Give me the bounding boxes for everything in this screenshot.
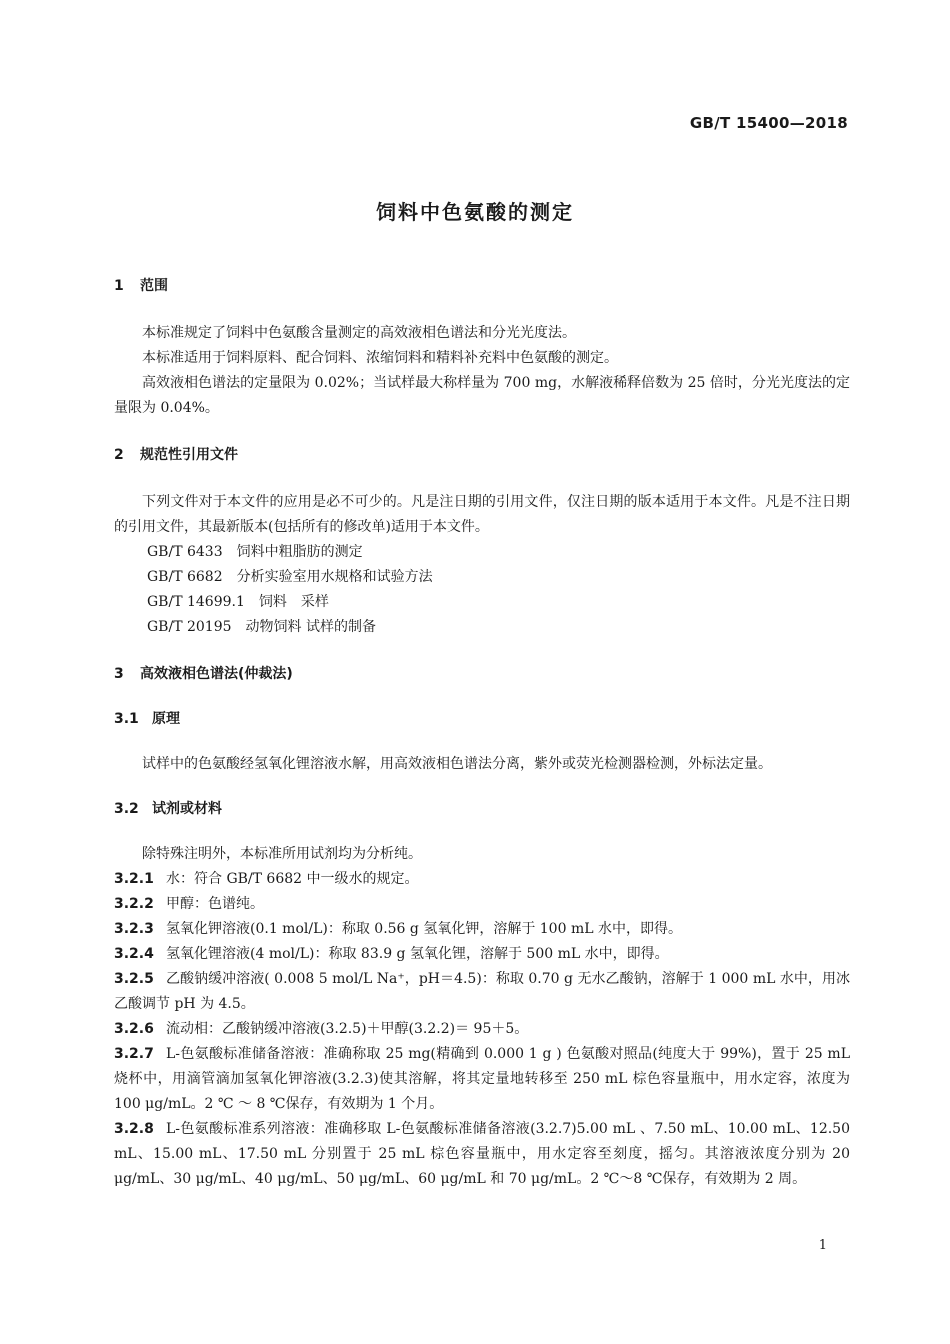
item-number: 3.2.6 [114, 1021, 154, 1037]
section-2-heading [114, 443, 850, 468]
reagent-item [114, 1117, 850, 1192]
subsection-3-1-heading [114, 707, 850, 732]
item-number: 3.2.7 [114, 1046, 154, 1062]
document-title: 饲料中色氨酸的测定 [376, 200, 574, 224]
principle-paragraph: 试样中的色氨酸经氢氧化锂溶液水解，用高效液相色谱法分离，紫外或荧光检测器检测，外标法定量。 [142, 756, 772, 772]
reference-item: GB/T 6682 分析实验室用水规格和试验方法 [147, 569, 433, 585]
item-text: L-色氨酸标准系列溶液：准确移取 L-色氨酸标准储备溶液(3.2.7)5.00 mL 、7.50 mL、10.00 mL、12.50 mL、15.00 mL、17.50 mL 分别置于 25 mL 棕色容量瓶中，用水定容至刻度，摇匀。其溶液浓度分别为 20 μg/mL、30 μg/mL、40 μg/mL、50 μg/mL、60 μg/mL 和 70 μg/mL。2 ℃～8 ℃保存，有效期为 2 周。 [114, 1121, 850, 1187]
reference-item: GB/T 6433 饲料中粗脂肪的测定 [147, 544, 363, 560]
scope-paragraph: 高效液相色谱法的定量限为 0.02%；当试样最大称样量为 700 mg，水解液稀释倍数为 25 倍时，分光光度法的定量限为 0.04%。 [114, 375, 850, 416]
section-number: 1 [114, 278, 124, 294]
item-text: 氢氧化锂溶液(4 mol/L)：称取 83.9 g 氢氧化锂，溶解于 500 mL 水中，即得。 [166, 946, 669, 962]
reagent-item [114, 1017, 850, 1042]
item-number: 3.2.4 [114, 946, 154, 962]
section-3-heading [114, 662, 850, 687]
item-number: 3.2.8 [114, 1121, 154, 1137]
item-text: 乙酸钠缓冲溶液( 0.008 5 mol/L Na⁺，pH＝4.5)：称取 0.70 g 无水乙酸钠，溶解于 1 000 mL 水中，用冰乙酸调节 pH 为 4.5。 [114, 971, 850, 1012]
subsection-3-2-heading [114, 797, 850, 822]
item-text: L-色氨酸标准储备溶液：准确称取 25 mg(精确到 0.000 1 g ) 色氨酸对照品(纯度大于 99%)，置于 25 mL 烧杯中，用滴管滴加氢氧化钾溶液(3.2.3)使其溶解，将其定量地转移至 250 mL 棕色容量瓶中，用水定容，浓度为 100 μg/mL。2 ℃ ～ 8 ℃保存，有效期为 1 个月。 [114, 1046, 850, 1112]
section-title: 高效液相色谱法(仲裁法) [140, 666, 293, 682]
reagent-item [114, 967, 850, 1017]
document-body [114, 274, 850, 1192]
scope-paragraph: 本标准适用于饲料原料、配合饲料、浓缩饲料和精料补充料中色氨酸的测定。 [142, 350, 618, 366]
subsection-title: 原理 [152, 711, 180, 727]
section-number: 2 [114, 447, 124, 463]
reagent-item [114, 867, 850, 892]
subsection-title: 试剂或材料 [152, 801, 222, 817]
scope-paragraph: 本标准规定了饲料中色氨酸含量测定的高效液相色谱法和分光光度法。 [142, 325, 576, 341]
item-number: 3.2.2 [114, 896, 154, 912]
item-number: 3.2.1 [114, 871, 154, 887]
item-number: 3.2.3 [114, 921, 154, 937]
section-number: 3 [114, 666, 124, 682]
item-text: 流动相：乙酸钠缓冲溶液(3.2.5)＋甲醇(3.2.2)＝ 95＋5。 [166, 1021, 529, 1037]
reference-item: GB/T 20195 动物饲料 试样的制备 [147, 619, 376, 635]
reference-item: GB/T 14699.1 饲料 采样 [147, 594, 329, 610]
reagent-item [114, 892, 850, 917]
reagents-intro: 除特殊注明外，本标准所用试剂均为分析纯。 [142, 846, 422, 862]
reagent-item [114, 917, 850, 942]
section-1-heading [114, 274, 850, 299]
reagent-item [114, 1042, 850, 1117]
subsection-number: 3.2 [114, 801, 139, 817]
item-number: 3.2.5 [114, 971, 154, 987]
item-text: 水：符合 GB/T 6682 中一级水的规定。 [166, 871, 419, 887]
standard-code: GB/T 15400—2018 [689, 114, 848, 132]
item-text: 氢氧化钾溶液(0.1 mol/L)：称取 0.56 g 氢氧化钾，溶解于 100 mL 水中，即得。 [166, 921, 682, 937]
section-title: 范围 [140, 278, 168, 294]
section-title: 规范性引用文件 [140, 447, 238, 463]
page-number: 1 [818, 1238, 827, 1253]
reagent-item [114, 942, 850, 967]
item-text: 甲醇：色谱纯。 [166, 896, 264, 912]
subsection-number: 3.1 [114, 711, 139, 727]
references-intro: 下列文件对于本文件的应用是必不可少的。凡是注日期的引用文件，仅注日期的版本适用于本文件。凡是不注日期的引用文件，其最新版本(包括所有的修改单)适用于本文件。 [114, 494, 850, 535]
